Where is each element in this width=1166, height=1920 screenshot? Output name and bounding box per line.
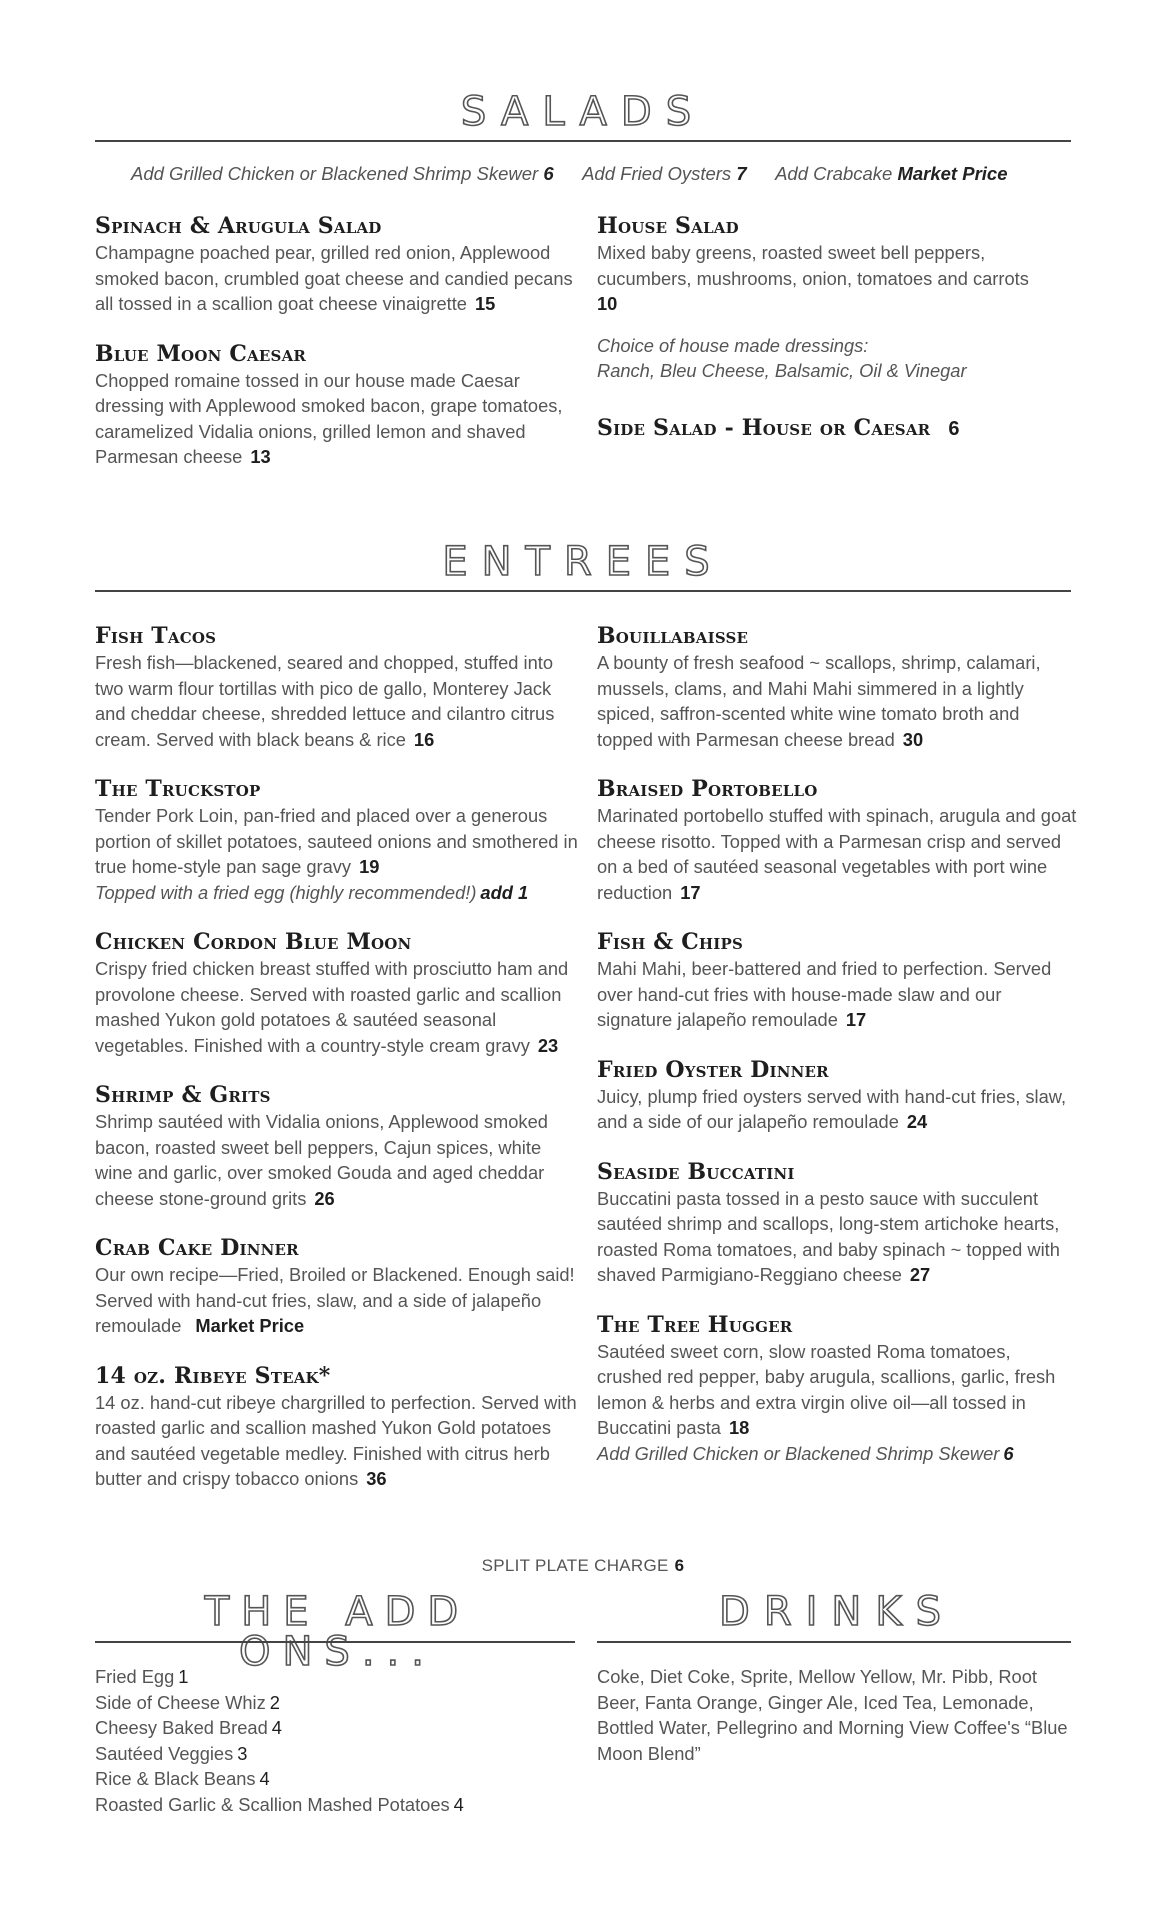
addon-oysters-label: Add Fried Oysters <box>582 163 732 184</box>
item-description: Chopped romaine tossed in our house made Caesar dressing with Applewood smoked bacon, grape tomatoes, caramelized Vidalia onions, grilled lemon and shaved Parmesan cheese 13 <box>95 369 563 467</box>
addons-rule <box>95 1641 575 1643</box>
item-description: Marinated portobello stuffed with spinach, arugula and goat cheese risotto. Topped with a Parmesan crisp and served on a bed of sautéed seasonal vegetables with port wine reduction 17 <box>597 805 1077 903</box>
item-name: Fish & Chips <box>597 929 744 955</box>
menu-item <box>95 212 580 317</box>
list-item: Roasted Garlic & Scallion Mashed Potatoes 4 <box>95 1793 464 1815</box>
menu-item <box>597 212 1077 317</box>
menu-item <box>597 775 1077 905</box>
item-price: 19 <box>359 856 380 877</box>
item-description: A bounty of fresh seafood ~ scallops, shrimp, calamari, mussels, clams, and Mahi Mahi simmered in a lightly spiced, saffron-scented white wine tomato broth and topped with Parmesan cheese bread 30 <box>597 652 1041 750</box>
dressing-note: Choice of house made dressings: Ranch, Bleu Cheese, Balsamic, Oil & Vinegar <box>597 334 967 381</box>
menu-item <box>95 1362 580 1492</box>
menu-item <box>95 622 580 752</box>
item-price: 27 <box>909 1264 931 1285</box>
salads-title: SALADS <box>460 89 706 135</box>
item-name: Crab Cake Dinner <box>95 1235 299 1261</box>
menu-item <box>95 775 580 905</box>
item-description: Crispy fried chicken breast stuffed with prosciutto ham and provolone cheese. Served with roasted garlic and scallion mashed Yukon gold potatoes & sautéed seasonal vegetables. Finished with a country-style cream gravy 23 <box>95 958 569 1056</box>
menu-item <box>95 1081 580 1211</box>
entrees-left-column <box>95 622 580 1515</box>
item-price: 6 <box>948 417 960 440</box>
menu-item <box>597 1056 1077 1135</box>
item-name: Shrimp & Grits <box>95 1082 271 1108</box>
split-plate-charge: SPLIT PLATE CHARGE 6 <box>481 1556 685 1575</box>
item-price: 26 <box>314 1187 335 1209</box>
addon-crabcake-label: Add Crabcake <box>775 163 893 184</box>
item-description: Our own recipe—Fried, Broiled or Blackened. Enough said! Served with hand-cut fries, slaw, and a side of jalapeño remoulade Market Price <box>95 1264 575 1336</box>
menu-item <box>597 1311 1077 1467</box>
list-item: Side of Cheese Whiz 2 <box>95 1691 280 1713</box>
item-price: 24 <box>906 1111 928 1132</box>
item-price: 17 <box>845 1009 867 1030</box>
item-description: Sautéed sweet corn, slow roasted Roma tomatoes, crushed red pepper, baby arugula, scallions, garlic, fresh lemon & herbs and extra virgin olive oil—all tossed in Buccatini pasta 18 <box>597 1340 1056 1438</box>
item-price: 36 <box>366 1468 387 1489</box>
item-price: Market Price <box>195 1315 305 1336</box>
item-name: Blue Moon Caesar <box>95 340 307 367</box>
item-name: The Tree Hugger <box>597 1311 793 1338</box>
item-description: Champagne poached pear, grilled red onion, Applewood smoked bacon, crumbled goat cheese and candied pecans all tossed in a scallion goat cheese vinaigrette 15 <box>95 242 573 314</box>
drinks-title: DRINKS <box>719 1589 955 1635</box>
truckstop-note: Topped with a fried egg (highly recommended!) add 1 <box>95 881 529 903</box>
item-name: Fish Tacos <box>95 623 217 649</box>
item-name: Braised Portobello <box>597 776 818 802</box>
item-name: Seaside Buccatini <box>597 1158 795 1185</box>
split-price: 6 <box>674 1556 685 1575</box>
tree-hugger-note: Add Grilled Chicken or Blackened Shrimp Skewer 6 <box>597 1442 1014 1464</box>
addons-title: THE ADD ONS... <box>204 1589 471 1675</box>
item-description: Juicy, plump fried oysters served with hand-cut fries, slaw, and a side of our jalapeño remoulade 24 <box>597 1085 1067 1132</box>
list-item: Cheesy Baked Bread 4 <box>95 1717 282 1738</box>
note-price: add 1 <box>480 881 529 903</box>
item-price: 23 <box>537 1034 559 1056</box>
item-description: Mahi Mahi, beer-battered and fried to perfection. Served over hand-cut fries with house-made slaw and our signature jalapeño remoulade 17 <box>597 958 1052 1030</box>
entrees-title: ENTREES <box>442 539 724 585</box>
list-item: Sautéed Veggies 3 <box>95 1742 248 1764</box>
item-description: Tender Pork Loin, pan-fried and placed over a generous portion of skillet potatoes, sauteed onions and smothered in true home-style pan sage gravy 19 <box>95 805 578 877</box>
item-price: 16 <box>413 728 435 750</box>
menu-item <box>95 928 580 1058</box>
item-name: 14 oz. Ribeye Steak* <box>95 1362 331 1389</box>
salads-left-column <box>95 212 580 493</box>
item-price: 17 <box>680 881 701 903</box>
addon-chicken-price: 6 <box>543 163 554 184</box>
menu-item <box>95 340 580 470</box>
addon-crabcake-price: Market Price <box>897 163 1008 184</box>
menu-item <box>597 622 1077 752</box>
item-description: Mixed baby greens, roasted sweet bell peppers, cucumbers, mushrooms, onion, tomatoes and carrots 10 <box>597 240 1077 317</box>
item-price: 15 <box>474 293 496 314</box>
menu-item <box>597 928 1077 1033</box>
salads-addons <box>131 163 1071 185</box>
side-salad: Side Salad - House or Caesar 6 <box>597 414 960 441</box>
item-price: 18 <box>728 1417 750 1438</box>
item-price: 13 <box>250 446 271 467</box>
entrees-right-column <box>597 622 1077 1489</box>
item-description: Shrimp sautéed with Vidalia onions, Applewood smoked bacon, roasted sweet bell peppers, Cajun spices, white wine and garlic, over smoked Gouda and aged cheddar cheese stone-ground grits 26 <box>95 1111 548 1209</box>
addon-oysters-price: 7 <box>736 163 747 184</box>
item-name: Bouillabaisse <box>597 623 749 649</box>
list-item: Rice & Black Beans 4 <box>95 1768 270 1789</box>
drinks-rule <box>597 1641 1071 1643</box>
entrees-rule <box>95 590 1071 592</box>
salads-rule <box>95 140 1071 142</box>
drinks-text: Coke, Diet Coke, Sprite, Mellow Yellow, Mr. Pibb, Root Beer, Fanta Orange, Ginger Ale, Iced Tea, Lemonade, Bottled Water, Pellegrino and Morning View Coffee's “Blue Moon Blend” <box>597 1666 1068 1764</box>
salads-right-column <box>597 212 1077 443</box>
item-price: 30 <box>902 728 924 750</box>
addons-list <box>95 1664 580 1817</box>
item-description: Buccatini pasta tossed in a pesto sauce with succulent sautéed shrimp and scallops, long-stem artichoke hearts, roasted Roma tomatoes, and baby spinach ~ topped with shaved Parmigiano-Reggiano cheese 27 <box>597 1187 1060 1285</box>
item-name: House Salad <box>597 213 739 239</box>
item-price: 10 <box>597 293 618 314</box>
item-description: 14 oz. hand-cut ribeye chargrilled to perfection. Served with roasted garlic and scallion mashed Yukon Gold potatoes and sautéed vegetable medley. Finished with citrus herb butter and crispy tobacco onions 36 <box>95 1391 577 1489</box>
item-description: Fresh fish—blackened, seared and chopped, stuffed into two warm flour tortillas with pico de gallo, Monterey Jack and cheddar cheese, shredded lettuce and cilantro citrus cream. Served with black beans & rice 16 <box>95 652 555 750</box>
item-name: The Truckstop <box>95 776 261 802</box>
item-name: Chicken Cordon Blue Moon <box>95 929 412 955</box>
menu-item <box>597 1158 1077 1288</box>
menu-item <box>95 1234 580 1339</box>
item-name: Fried Oyster Dinner <box>597 1056 829 1083</box>
addon-chicken-label: Add Grilled Chicken or Blackened Shrimp Skewer <box>131 163 539 184</box>
list-item: Fried Egg 1 <box>95 1666 189 1687</box>
item-name: Spinach & Arugula Salad <box>95 213 382 239</box>
note-price: 6 <box>1003 1442 1014 1464</box>
